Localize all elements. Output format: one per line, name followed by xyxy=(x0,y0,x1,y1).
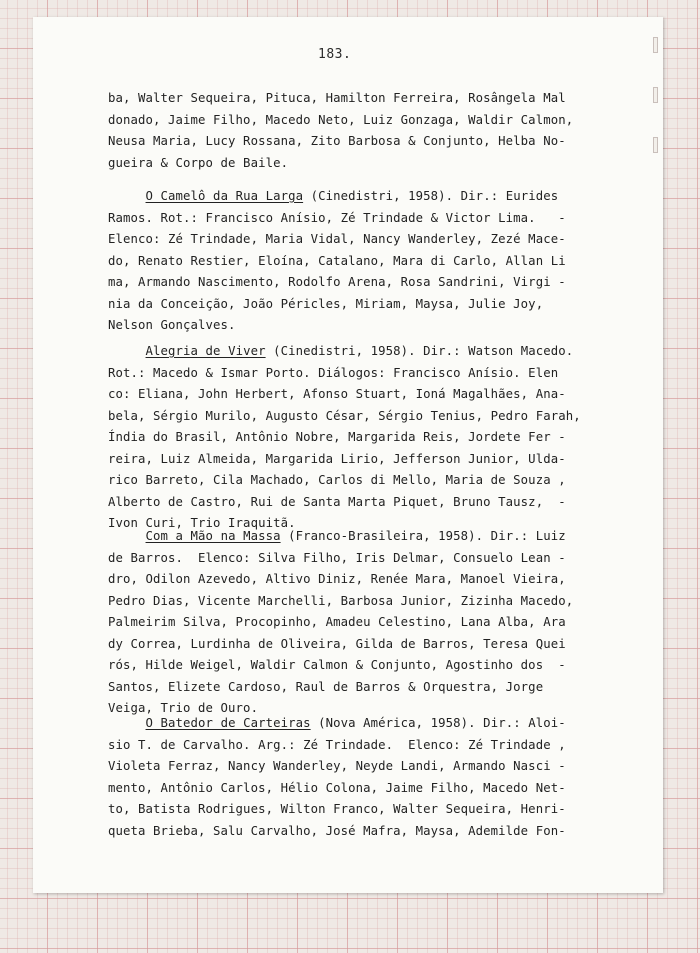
text-line xyxy=(108,526,628,548)
line-text: Rot.: Macedo & Ismar Porto. Diálogos: Francisco Anísio. Elen xyxy=(108,365,559,380)
film-entry-o-batedor-de-carteiras xyxy=(108,713,628,842)
line-text: (Franco-Brasileira, 1958). Dir.: Luiz xyxy=(280,529,566,543)
text-line xyxy=(108,756,628,778)
line-text: Ramos. Rot.: Francisco Anísio, Zé Trindade & Victor Lima. - xyxy=(108,210,566,225)
film-entry-alegria-de-viver xyxy=(108,341,628,535)
line-text: sio T. de Carvalho. Arg.: Zé Trindade. Elenco: Zé Trindade , xyxy=(108,737,566,752)
text-line xyxy=(108,735,628,757)
line-text: Alberto de Castro, Rui de Santa Marta Piquet, Bruno Tausz, - xyxy=(108,494,566,509)
text-line xyxy=(108,778,628,800)
line-text: nia da Conceição, João Péricles, Miriam, Maysa, Julie Joy, xyxy=(108,296,544,311)
text-line xyxy=(108,384,628,406)
film-title: Alegria de Viver xyxy=(145,344,266,358)
line-text: queta Brieba, Salu Carvalho, José Mafra, Maysa, Ademilde Fon- xyxy=(108,823,566,838)
line-text: dro, Odilon Azevedo, Altivo Diniz, Renée Mara, Manoel Vieira, xyxy=(108,572,566,586)
indent xyxy=(108,189,146,203)
text-line xyxy=(108,655,628,677)
line-text: Violeta Ferraz, Nancy Wanderley, Neyde Landi, Armando Nasci - xyxy=(108,759,566,773)
line-text: Veiga, Trio de Ouro. xyxy=(108,701,259,715)
text-line xyxy=(108,363,628,385)
text-line xyxy=(108,612,628,634)
line-text: de Barros. Elenco: Silva Filho, Iris Delmar, Consuelo Lean - xyxy=(108,550,566,565)
text-line xyxy=(108,470,628,492)
line-text: ma, Armando Nascimento, Rodolfo Arena, Rosa Sandrini, Virgi - xyxy=(108,275,566,289)
text-line xyxy=(108,229,628,251)
line-text: Ivon Curi, Trio Iraquitã. xyxy=(108,516,296,530)
binder-tab xyxy=(653,87,658,103)
line-text: dy Correa, Lurdinha de Oliveira, Gilda de Barros, Teresa Quei xyxy=(108,636,566,651)
line-text: do, Renato Restier, Eloína, Catalano, Mara di Carlo, Allan Li xyxy=(108,253,566,268)
text-line xyxy=(108,406,628,428)
binder-tab xyxy=(653,137,658,153)
text-line xyxy=(108,634,628,656)
line-text: (Cinedistri, 1958). Dir.: Watson Macedo. xyxy=(265,344,574,358)
text-line xyxy=(108,591,628,613)
text-line xyxy=(108,821,628,843)
text-block-continuation xyxy=(108,88,628,174)
line-text: Santos, Elizete Cardoso, Raul de Barros & Orquestra, Jorge xyxy=(108,679,544,694)
line-text: Nelson Gonçalves. xyxy=(108,318,236,332)
indent xyxy=(108,529,146,543)
text-line xyxy=(108,294,628,316)
text-line xyxy=(108,548,628,570)
typewritten-page xyxy=(33,17,663,893)
text-line xyxy=(108,713,628,735)
film-entry-o-camelo-da-rua-larga xyxy=(108,186,628,337)
film-title: Com a Mão na Massa xyxy=(145,529,281,543)
binder-tab xyxy=(653,37,658,53)
line-text: rós, Hilde Weigel, Waldir Calmon & Conjunto, Agostinho dos - xyxy=(108,658,566,672)
line-text: gueira & Corpo de Baile. xyxy=(108,155,289,170)
page-number: 183. xyxy=(318,47,352,62)
text-line xyxy=(108,677,628,699)
line-text: reira, Luiz Almeida, Margarida Lirio, Jefferson Junior, Ulda- xyxy=(108,451,566,466)
line-text: mento, Antônio Carlos, Hélio Colona, Jaime Filho, Macedo Net- xyxy=(108,780,566,795)
text-line xyxy=(108,88,628,110)
text-line xyxy=(108,272,628,294)
line-text: ba, Walter Sequeira, Pituca, Hamilton Ferreira, Rosângela Mal xyxy=(108,91,566,105)
text-line xyxy=(108,110,628,132)
line-text: donado, Jaime Filho, Macedo Neto, Luiz Gonzaga, Waldir Calmon, xyxy=(108,112,574,127)
text-line xyxy=(108,131,628,153)
line-text: to, Batista Rodrigues, Wilton Franco, Walter Sequeira, Henri- xyxy=(108,802,566,816)
line-text: Índia do Brasil, Antônio Nobre, Margarida Reis, Jordete Fer - xyxy=(108,430,566,444)
text-line xyxy=(108,799,628,821)
text-line xyxy=(108,315,628,337)
line-text: (Nova América, 1958). Dir.: Aloi- xyxy=(310,716,566,730)
line-text: co: Eliana, John Herbert, Afonso Stuart, Ioná Magalhães, Ana- xyxy=(108,387,566,401)
line-text: Pedro Dias, Vicente Marchelli, Barbosa Junior, Zizinha Macedo, xyxy=(108,593,574,608)
text-line xyxy=(108,341,628,363)
film-title: O Camelô da Rua Larga xyxy=(145,189,304,203)
film-title: O Batedor de Carteiras xyxy=(145,716,311,730)
line-text: (Cinedistri, 1958). Dir.: Eurides xyxy=(303,189,559,203)
line-text: Palmeirim Silva, Procopinho, Amadeu Celestino, Lana Alba, Ara xyxy=(108,615,566,629)
text-line xyxy=(108,427,628,449)
line-text: Elenco: Zé Trindade, Maria Vidal, Nancy Wanderley, Zezé Mace- xyxy=(108,232,566,246)
text-line xyxy=(108,186,628,208)
film-entry-com-a-mao-na-massa xyxy=(108,526,628,720)
line-text: bela, Sérgio Murilo, Augusto César, Sérgio Tenius, Pedro Farah, xyxy=(108,408,581,423)
text-line xyxy=(108,449,628,471)
text-line xyxy=(108,153,628,175)
text-line xyxy=(108,569,628,591)
line-text: Neusa Maria, Lucy Rossana, Zito Barbosa & Conjunto, Helba No- xyxy=(108,134,566,148)
text-line xyxy=(108,492,628,514)
line-text: rico Barreto, Cila Machado, Carlos di Mello, Maria de Souza , xyxy=(108,473,566,487)
indent xyxy=(108,344,146,358)
text-line xyxy=(108,251,628,273)
indent xyxy=(108,716,146,730)
text-line xyxy=(108,208,628,230)
